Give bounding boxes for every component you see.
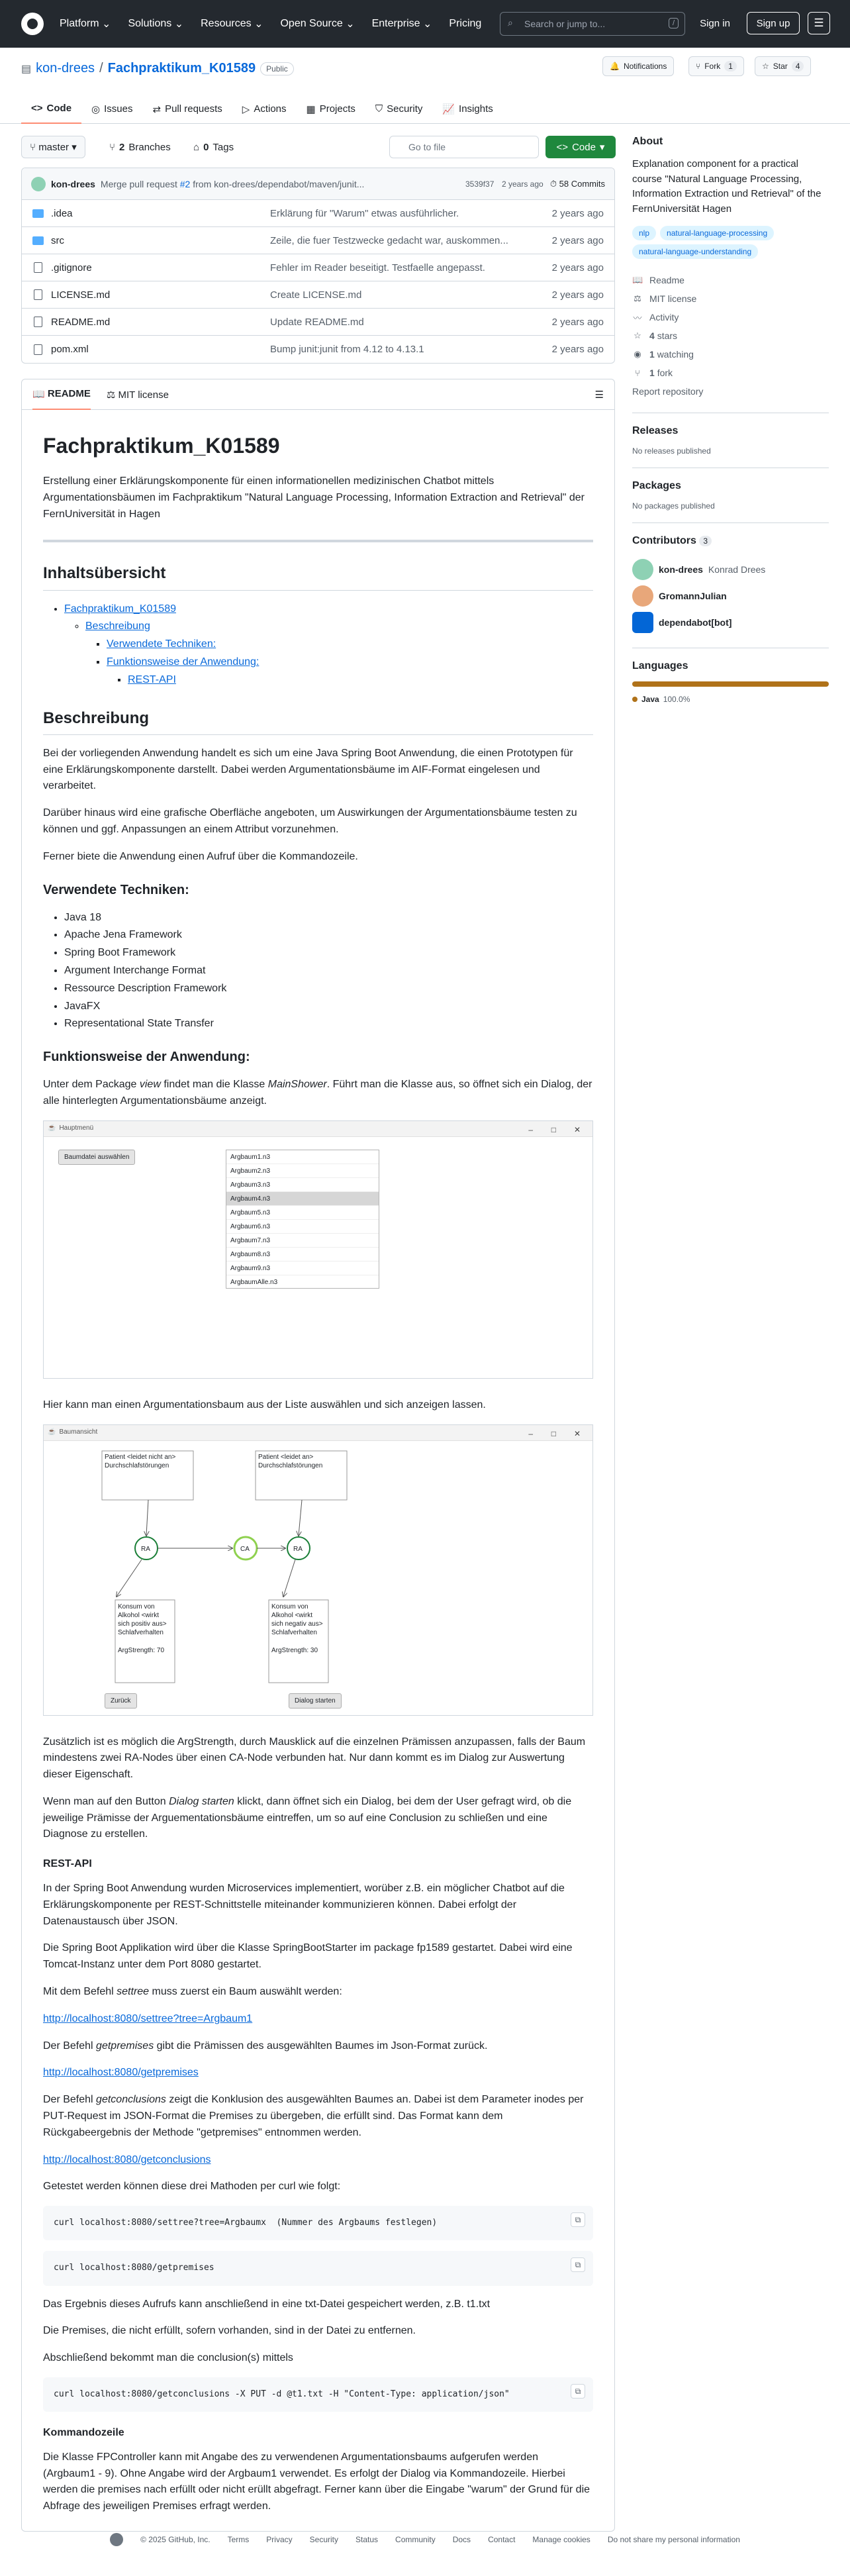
chevron-down-icon: ⌄ [422, 19, 432, 30]
screenshot-baumansicht [43, 1424, 593, 1716]
ra-label: RA [293, 1545, 303, 1553]
tab-pull-requests[interactable]: ⇄ Pull requests [152, 103, 222, 115]
close-icon: ✕ [573, 1124, 581, 1134]
star-icon: ☆ [634, 330, 641, 340]
tab-license[interactable]: ⚖ MIT license [106, 389, 169, 401]
ca-label: CA [240, 1545, 250, 1553]
github-logo-icon[interactable] [21, 13, 44, 35]
tab-issues[interactable]: ◎ Issues [91, 103, 133, 115]
branch-icon: ⑂ [109, 141, 116, 153]
footer-link[interactable]: Contact [488, 2535, 516, 2544]
latest-commit [22, 168, 614, 200]
book-icon: 📖 [632, 275, 643, 285]
footer-link[interactable]: Privacy [266, 2535, 293, 2544]
screenshot-hauptmenue [43, 1120, 593, 1379]
file-icon [34, 262, 42, 273]
footer-link[interactable]: Do not share my personal information [607, 2535, 740, 2544]
code-icon: <> [31, 103, 43, 114]
contributors-heading[interactable]: Contributors 3 [632, 535, 829, 547]
code-block: curl localhost:8080/settree?tree=Argbaumx (Nummer des Argbaums festlegen) ⧉ [43, 2206, 593, 2240]
maximize-icon: □ [551, 1124, 556, 1134]
file-browser [21, 168, 615, 364]
bell-icon: 🔔 [610, 62, 620, 71]
divider [632, 522, 829, 523]
java-icon: ☕ [48, 1428, 56, 1436]
packages-heading[interactable]: Packages [632, 480, 681, 491]
history-icon: ⏱ [549, 178, 557, 189]
play-icon: ▷ [242, 103, 250, 115]
toc-link[interactable]: Fachpraktikum_K01589 [64, 603, 176, 615]
star-icon: ☆ [762, 62, 769, 71]
minimize-icon: – [528, 1124, 533, 1134]
heading-beschreibung: Beschreibung [43, 706, 593, 735]
license-link[interactable]: ⚖ MIT license [632, 289, 829, 308]
chevron-down-icon: ⌄ [254, 19, 263, 30]
footer-link[interactable]: Status [355, 2535, 379, 2544]
chevron-down-icon: ▾ [599, 142, 605, 153]
repo-owner-link[interactable]: kon-drees [36, 61, 95, 75]
code-button[interactable]: <> Code ▾ [545, 136, 616, 158]
conclusion-label: Konsum von Alkohol <wirkt sich negativ aus> Schlafverhalten ArgStrength: 30 [271, 1603, 323, 1654]
footer-link[interactable]: Security [309, 2535, 338, 2544]
dependabot-icon [632, 612, 653, 633]
minimize-icon: – [528, 1428, 533, 1438]
fork-icon: ⑂ [696, 62, 701, 71]
contributor-item[interactable]: kon-drees Konrad Drees [632, 556, 829, 583]
shield-icon: ⛉ [375, 103, 383, 115]
java-icon: ☕ [48, 1124, 56, 1132]
file-row[interactable]: .gitignore Fehler im Reader beseitigt. Testfaelle angepasst. 2 years ago [22, 254, 614, 281]
topics-list [632, 226, 829, 259]
argument-tree-diagram [44, 1441, 596, 1715]
footer-link[interactable]: Manage cookies [532, 2535, 590, 2544]
choose-tree-button: Baumdatei auswählen [58, 1150, 135, 1165]
readme-tabs [22, 379, 614, 410]
code-block: curl localhost:8080/getpremises ⧉ [43, 2251, 593, 2285]
pulse-icon: 〰 [633, 313, 642, 323]
eye-icon: ◉ [634, 349, 641, 359]
close-icon: ✕ [573, 1428, 581, 1438]
nav-resources[interactable]: Resources ⌄ [201, 18, 263, 30]
toc-list [43, 601, 593, 689]
toc-link[interactable]: Funktionsweise der Anwendung: [107, 656, 260, 668]
file-icon [34, 344, 42, 355]
code-icon: <> [556, 141, 569, 153]
divider [43, 540, 593, 542]
law-icon: ⚖ [106, 389, 116, 401]
tag-icon: ⌂ [193, 141, 200, 153]
main-column [21, 136, 615, 2532]
notifications-button[interactable]: 🔔 Notifications [602, 56, 674, 76]
heading-rest-api: REST-API [43, 1858, 92, 1870]
premise-label: Patient <leidet nicht an> Durchschlafstörungen [105, 1453, 176, 1469]
footer-link[interactable]: Docs [452, 2535, 471, 2544]
topic-tag[interactable]: natural-language-understanding [632, 244, 758, 259]
repo-name-link[interactable]: Fachpraktikum_K01589 [107, 61, 256, 75]
contributor-item[interactable]: GromannJulian [632, 583, 829, 609]
menu-icon[interactable]: ☰ [808, 12, 830, 34]
tab-actions[interactable]: ▷ Actions [242, 103, 287, 115]
book-icon: 📖 [32, 388, 45, 400]
conclusion-label: Konsum von Alkohol <wirkt sich positiv aus> Schlafverhalten ArgStrength: 70 [118, 1603, 167, 1654]
fork-icon: ⑂ [635, 368, 640, 378]
readme-body: Fachpraktikum_K01589 Erstellung einer Erklärungskomponente für einen informationellen medizinischen Chatbot mittels Argumentationsbäumen im Fachpraktikum "Natural Language Processing, Information Extraction and Retrieval" der FernUniversität in Hagen Inhaltsübersicht • Fachpraktikum_K01589 ◦ Beschreibung ▪ Verwendete Techniken: ▪ Funktionsweise der Anwendung: ▪ REST-API Beschreibung Bei der vorliegenden Anwendung handelt es sich um eine Java Spring Boot Anwendung, die einen Prototypen für eine Erklärungskomponente darstellt. Dabei werden Argumentationsbäume im AIF-Format eingelesen und verarbeitet. Darüber hinaus wird eine grafische Oberfläche angeboten, um Auswirkungen der Argumentationsbäume testen zu können und ggf. Anpassungen an einem Attribut vorzunehmen. Ferner biete die Anwendung einen Aufruf über die Kommandozeile. Verwendete Techniken: • Java 18 • Apache Jena Framework • Spring Boot Framework • Argument Interchange Format • Ressource Description Framework • JavaFX • Representational State Transfer Funktionsweise der Anwendung: Unter dem Package view findet man die Klasse MainShower. Führt man die Klasse aus, so öffnet sich ein Dialog, der alle hinterlegten Argumentationsbäume anzeigt. ☕ Hauptmenü – □ ✕ Baumdatei auswählen Argbaum1.n3 Argbaum2.n3 Argbaum3.n3 Argbaum4.n3 Argbaum5.n3 Argbaum6.n3 Argbaum7.n3 Argbaum8.n3 Argbaum9.n3 ArgbaumAlle.n3 Hier kann man einen Argumentationsbaum aus der Liste auswählen und sich anzeigen lassen. ☕ Baumansicht – □ ✕ Patient <leidet nicht an> Durchschlafstörungen Patient <leidet an> Durchschlafstörungen RA CA RA Konsum von Alkohol <wirkt sich positiv aus> Schlafverhalten ArgStrength: 70 Konsum von Alkohol <wirkt sich negativ aus> Schlafverhalten ArgStrength: 30 Zurück Dialog starten Zusätzlich ist es möglich die ArgStrength, durch Mausklick auf die einzelnen Prämissen anzupassen, falls der Baum mindestens zwei RA-Nodes über einen CA-Node verbunden hat. Nur dann kommt es im Dialog zur Auswertung dieser Eigenschaft. Wenn man auf den Button Dialog starten klickt, dann öffnet sich ein Dialog, bei dem der User gefragt wird, ob die jeweilige Prämisse der Arguementationsbäume eintreffen, um so auf eine Conclusion zu schließen und eine Diagnose zu erstellen. REST-API In der Spring Boot Anwendung wurden Microservices implementiert, worüber z.B. ein möglicher Chatbot auf die Erklärungskomponente per REST-Schnittstelle miteinander kommunizieren können. Dabei erfolgt der Datenaustausch über JSON. Die Spring Boot Applikation wird über die Klasse SpringBootStarter im package fp1589 gestartet. Dabei wird eine Tomcat-Instanz unter dem Port 8080 gestartet. Mit dem Befehl settree muss zuerst ein Baum auswählt werden: http://localhost:8080/settree?tree=Argbaum1 Der Befehl getpremises gibt die Prämissen des ausgewählten Baumes im Json-Format zurück. http://localhost:8080/getpremises Der Befehl getconclusions zeigt die Konklusion des ausgewählten Baumes an. Dabei ist dem Parameter inodes per PUT-Request im JSON-Format die Premises zu übergeben, die erfüllt sind. Das Format kann dem Rückgabeergebnis der Methode "getpremises" entnommen werden. http://localhost:8080/getconclusions Getestet werden können diese drei Mathoden per curl wie folgt: curl localhost:8080/settree?tree=Argbaumx (Nummer des Argbaums festlegen) ⧉ curl localhost:8080/getpremises ⧉ Das Ergebnis dieses Aufrufs kann anschließend in eine txt-Datei gespeichert werden, z.B. t1.txt Die Premises, die nicht erfüllt, sofern vorhanden, sind in der Datei zu entfernen. Abschließend bekommt man die conclusion(s) mittels curl localhost:8080/getconclusions -X PUT -d @t1.txt -H "Content-Type: application/json" ⧉ Kommandozeile Die Klasse FPController kann mit Angabe des zu verwendenen Argumentationsbaums aufgerufen werden (Argbaum1 - 9). Ohne Angabe wird der Argbaum1 verwendet. Es erfolgt der Dialog via Kommandozeile. Hierbei werden die premises nach erfüllt oder nicht erüllt abgefragt. Ferner kann über die Eingabe "warum" der Grund für die Abfrage des jeweiligen Premises erfragt werden. [22, 410, 614, 2531]
file-row[interactable]: .idea Erklärung für "Warum" etwas ausführlicher. 2 years ago [22, 200, 614, 227]
file-icon [34, 317, 42, 327]
tags-link[interactable]: ⌂ 0 Tags [193, 141, 234, 153]
tab-projects[interactable]: ▦ Projects [306, 103, 355, 115]
nav-open-source[interactable]: Open Source ⌄ [280, 18, 355, 30]
sidebar: About Explanation component for a practical course "Natural Language Processing, Information Extraction und Retrieval" of the FernUniversität Hagen nlp natural-language-processing natural-language-understanding 📖 Readme ⚖ MIT license 〰 Activity ☆ 4 stars ◉ 1 watching ⑂ 1 fork Report repository Releases No releases published Packages No packages published Contributors 3 kon-drees Konrad Drees GromannJulian dependabot[bot] Languages Java 100.0% [632, 136, 829, 704]
go-to-file-input[interactable]: Go to file [389, 136, 539, 158]
getconclusions-url-link[interactable]: http://localhost:8080/getconclusions [43, 2154, 211, 2165]
avatar [31, 177, 46, 191]
avatar [632, 559, 653, 580]
heading-kommandozeile: Kommandozeile [43, 2427, 124, 2439]
edge [117, 1560, 142, 1597]
toc-link[interactable]: Beschreibung [85, 620, 150, 632]
graph-icon: 📈 [442, 103, 455, 115]
issue-icon: ◎ [91, 103, 101, 115]
file-row[interactable]: LICENSE.md Create LICENSE.md 2 years ago [22, 281, 614, 309]
back-button: Zurück [105, 1693, 137, 1709]
commit-hash[interactable]: 3539f37 [465, 179, 495, 189]
search-input[interactable]: ⌕ Search or jump to... / [500, 12, 685, 36]
commit-message[interactable]: Merge pull request #2 from kon-drees/dependabot/maven/junit... [100, 178, 365, 189]
avatar [632, 585, 653, 607]
about-heading: About [632, 136, 663, 147]
branches-link[interactable]: ⑂ 2 Branches [109, 141, 171, 153]
nav-platform[interactable]: Platform ⌄ [60, 18, 111, 30]
footer-link[interactable]: Community [395, 2535, 436, 2544]
footer: © 2025 GitHub, Inc. Terms Privacy Security Status Community Docs Contact Manage cookies Do not share my personal information [0, 2526, 850, 2553]
breadcrumb: ▤ kon-drees / Fachpraktikum_K01589 Public [21, 61, 294, 76]
sign-up-button[interactable]: Sign up [747, 12, 800, 34]
forks-link[interactable]: ⑂ 1 fork [632, 364, 829, 382]
fork-button[interactable]: ⑂ Fork 1 [688, 56, 744, 76]
chevron-down-icon: ⌄ [102, 19, 111, 30]
folder-icon [32, 236, 44, 245]
intro-text: Erstellung einer Erklärungskomponente für einen informationellen medizinischen Chatbot mittels Argumentationsbäumen im Fachpraktikum "Natural Language Processing, Information Extraction and Retrieval" der FernUniversität in Hagen [43, 475, 585, 520]
repo-tabs [21, 94, 503, 124]
heading-funktionsweise: Funktionsweise der Anwendung: [43, 1050, 250, 1065]
releases-heading[interactable]: Releases [632, 425, 679, 436]
start-dialog-button: Dialog starten [289, 1693, 342, 1709]
watching-link[interactable]: ◉ 1 watching [632, 345, 829, 364]
global-header [0, 0, 850, 48]
edge [299, 1500, 302, 1536]
nav-pricing[interactable]: Pricing [449, 18, 482, 29]
language-bar [632, 681, 829, 687]
toc-link[interactable]: Verwendete Techniken: [107, 638, 216, 650]
tab-code[interactable]: <> Code [21, 94, 81, 124]
file-row[interactable]: pom.xml Bump junit:junit from 4.12 to 4.13.1 2 years ago [22, 336, 614, 363]
branch-icon: ⑂ [30, 141, 36, 153]
languages-heading: Languages [632, 660, 688, 671]
star-button[interactable]: ☆ Star 4 [755, 56, 811, 76]
topic-tag[interactable]: nlp [632, 226, 656, 240]
table-icon: ▦ [306, 103, 316, 115]
repo-description: Explanation component for a practical course "Natural Language Processing, Information Extraction und Retrieval" of the FernUniversität Hagen [632, 158, 822, 215]
topic-tag[interactable]: natural-language-processing [660, 226, 774, 240]
toc-heading: Inhaltsübersicht [43, 561, 593, 590]
edge [146, 1500, 148, 1536]
search-icon: ⌕ [508, 17, 513, 28]
commits-link[interactable]: ⏱ 58 Commits [549, 178, 605, 189]
settree-url-link[interactable]: http://localhost:8080/settree?tree=Argbaum1 [43, 2012, 253, 2024]
tech-list: • Java 18 • Apache Jena Framework • Spring Boot Framework • Argument Interchange Format • Ressource Description Framework • JavaFX • Representational State Transfer [43, 910, 593, 1033]
window-titlebar: ☕ Hauptmenü – □ ✕ [44, 1121, 592, 1137]
outline-icon[interactable]: ☰ [594, 389, 604, 401]
file-row[interactable]: src Zeile, die fuer Testzwecke gedacht war, auskommen... 2 years ago [22, 227, 614, 254]
contributor-item[interactable]: dependabot[bot] [632, 609, 829, 636]
visibility-badge: Public [260, 62, 294, 75]
readme-panel [21, 379, 615, 2532]
file-icon [34, 289, 42, 300]
stars-link[interactable]: ☆ 4 stars [632, 326, 829, 345]
branch-bar [21, 136, 615, 158]
copy-icon[interactable]: ⧉ [571, 2384, 585, 2399]
tab-insights[interactable]: 📈 Insights [442, 103, 493, 115]
getpremises-url-link[interactable]: http://localhost:8080/getpremises [43, 2067, 199, 2079]
nav-solutions[interactable]: Solutions ⌄ [128, 18, 184, 30]
code-block: curl localhost:8080/getconclusions -X PUT -d @t1.txt -H "Content-Type: application/json" ⧉ [43, 2377, 593, 2412]
nav-enterprise[interactable]: Enterprise ⌄ [371, 18, 432, 30]
repo-header [0, 48, 850, 124]
activity-link[interactable]: 〰 Activity [633, 312, 679, 323]
chevron-down-icon: ⌄ [346, 19, 355, 30]
github-logo-icon [110, 2533, 123, 2546]
copy-icon[interactable]: ⧉ [571, 2257, 585, 2272]
toc-link[interactable]: REST-API [128, 673, 176, 685]
tree-listbox: Argbaum1.n3 Argbaum2.n3 Argbaum3.n3 Argbaum4.n3 Argbaum5.n3 Argbaum6.n3 Argbaum7.n3 Argbaum8.n3 Argbaum9.n3 ArgbaumAlle.n3 [226, 1150, 379, 1289]
tab-readme[interactable]: 📖 README [32, 379, 91, 410]
report-link[interactable]: Report repository [632, 386, 704, 397]
readme-title: Fachpraktikum_K01589 [43, 434, 280, 458]
copy-icon[interactable]: ⧉ [571, 2212, 585, 2227]
slash-shortcut-badge: / [669, 18, 679, 28]
branch-select-button[interactable]: ⑂ master ▾ [21, 136, 85, 158]
footer-link[interactable]: Terms [227, 2535, 250, 2544]
chevron-down-icon: ▾ [71, 142, 77, 153]
language-dot-icon [632, 697, 638, 702]
ra-label: RA [141, 1545, 150, 1553]
readme-link[interactable]: 📖 Readme [632, 275, 685, 285]
global-nav [60, 17, 481, 30]
repo-icon: ▤ [21, 63, 32, 75]
premise-label: Patient <leidet an> Durchschlafstörungen [258, 1453, 323, 1469]
edge [283, 1560, 295, 1597]
window-titlebar: ☕ Baumansicht – □ ✕ [44, 1425, 592, 1441]
commit-date: 2 years ago [502, 179, 543, 189]
heading-techniken: Verwendete Techniken: [43, 882, 189, 897]
sign-in-link[interactable]: Sign in [700, 17, 730, 29]
tab-security[interactable]: ⛉ Security [375, 103, 423, 115]
file-row[interactable]: README.md Update README.md 2 years ago [22, 309, 614, 336]
language-item[interactable]: Java 100.0% [632, 695, 829, 704]
maximize-icon: □ [551, 1428, 556, 1438]
chevron-down-icon: ⌄ [174, 19, 184, 30]
law-icon: ⚖ [634, 293, 641, 303]
folder-icon [32, 209, 44, 218]
commit-author[interactable]: kon-drees [51, 178, 95, 189]
pull-request-icon: ⇄ [152, 103, 162, 115]
